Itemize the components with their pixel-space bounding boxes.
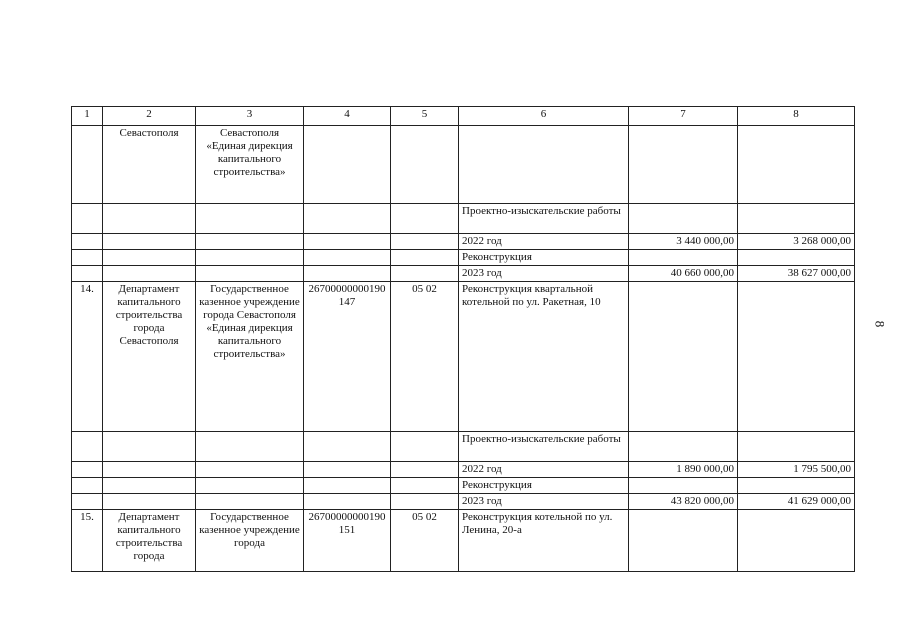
header-col-2: 2 [103,107,196,126]
executor-cell: Государственное казенное учреждение города [196,510,304,572]
customer-cell: Департамент капитального строительства города Севастополя [103,282,196,432]
table-row [72,494,855,510]
page-number: 8 [872,320,888,328]
table-row [72,510,855,572]
header-row [72,107,855,126]
header-col-7: 7 [629,107,738,126]
row-number: 14. [72,282,103,432]
table-row [72,462,855,478]
header-col-4: 4 [304,107,391,126]
executor-cell: Государственное казенное учреждение города Севастополя «Единая дирекция капитального строительства» [196,282,304,432]
header-col-8: 8 [738,107,855,126]
code-cell: 26700000000190151 [304,510,391,572]
header-col-6: 6 [459,107,629,126]
work-type-cell: Проектно-изыскательские работы [459,432,629,462]
year-cell: 2022 год [459,462,629,478]
table-row [72,126,855,204]
object-cell: Реконструкция котельной по ул. Ленина, 20-а [459,510,629,572]
table-row [72,432,855,462]
code-cell: 26700000000190147 [304,282,391,432]
customer-cell: Департамент капитального строительства города [103,510,196,572]
year-cell: 2022 год [459,234,629,250]
year-cell: 2023 год [459,494,629,510]
table-row [72,204,855,234]
table-row [72,478,855,494]
table-row [72,234,855,250]
amount-cell: 43 820 000,00 [629,494,738,510]
section-cell: 05 02 [391,282,459,432]
work-type-cell: Реконструкция [459,478,629,494]
amount-cell: 40 660 000,00 [629,266,738,282]
object-cell: Реконструкция квартальной котельной по ул. Ракетная, 10 [459,282,629,432]
customer-cell: Севастополя [103,126,196,204]
work-type-cell: Проектно-изыскательские работы [459,204,629,234]
work-type-cell: Реконструкция [459,250,629,266]
header-col-3: 3 [196,107,304,126]
table-row [72,282,855,432]
amount-cell: 1 795 500,00 [738,462,855,478]
table-row [72,250,855,266]
header-col-1: 1 [72,107,103,126]
amount-cell: 41 629 000,00 [738,494,855,510]
table-row [72,266,855,282]
amount-cell: 1 890 000,00 [629,462,738,478]
amount-cell: 3 440 000,00 [629,234,738,250]
section-cell: 05 02 [391,510,459,572]
amount-cell: 38 627 000,00 [738,266,855,282]
amount-cell: 3 268 000,00 [738,234,855,250]
executor-cell: Севастополя «Единая дирекция капитального строительства» [196,126,304,204]
row-number: 15. [72,510,103,572]
budget-table [71,106,855,572]
year-cell: 2023 год [459,266,629,282]
header-col-5: 5 [391,107,459,126]
